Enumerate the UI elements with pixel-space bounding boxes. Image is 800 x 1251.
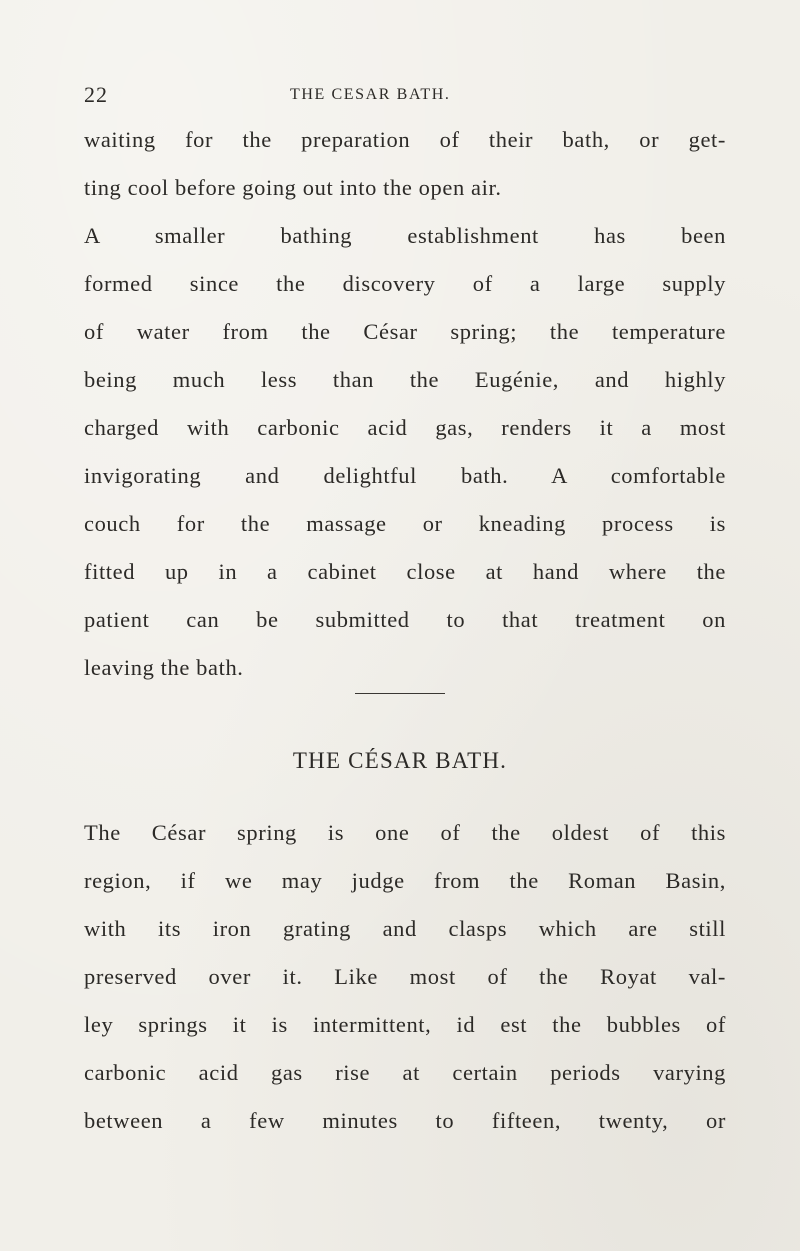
text-line: couch for the massage or kneading process is	[84, 511, 726, 536]
page-number: 22	[84, 82, 108, 107]
text-line: ting cool before going out into the open air.	[84, 175, 502, 200]
text-line: of water from the César spring; the temperature	[84, 319, 726, 344]
text-line: The César spring is one of the oldest of this	[84, 820, 726, 845]
text-line: A smaller bathing establishment has been	[84, 223, 726, 248]
section-heading: THE CÉSAR BATH.	[292, 748, 508, 773]
text-line: charged with carbonic acid gas, renders it a most	[84, 415, 726, 440]
text-line: region, if we may judge from the Roman Basin,	[84, 868, 726, 893]
text-line: invigorating and delightful bath. A comfortable	[84, 463, 726, 488]
text-line: carbonic acid gas rise at certain periods varying	[84, 1060, 726, 1085]
text-line: being much less than the Eugénie, and highly	[84, 367, 726, 392]
text-line: leaving the bath.	[84, 655, 244, 680]
running-head: THE CESAR BATH.	[290, 86, 451, 103]
text-line: between a few minutes to fifteen, twenty, or	[84, 1108, 726, 1133]
text-line: ley springs it is intermittent, id est the bubbles of	[84, 1012, 726, 1037]
text-line: waiting for the preparation of their bath, or get-	[84, 127, 726, 152]
text-line: patient can be submitted to that treatment on	[84, 607, 726, 632]
text-line: preserved over it. Like most of the Royat val-	[84, 964, 726, 989]
text-line: formed since the discovery of a large supply	[84, 271, 726, 296]
text-line: with its iron grating and clasps which are still	[84, 916, 726, 941]
section-divider	[355, 693, 445, 694]
text-line: fitted up in a cabinet close at hand where the	[84, 559, 726, 584]
page-header	[84, 82, 724, 112]
